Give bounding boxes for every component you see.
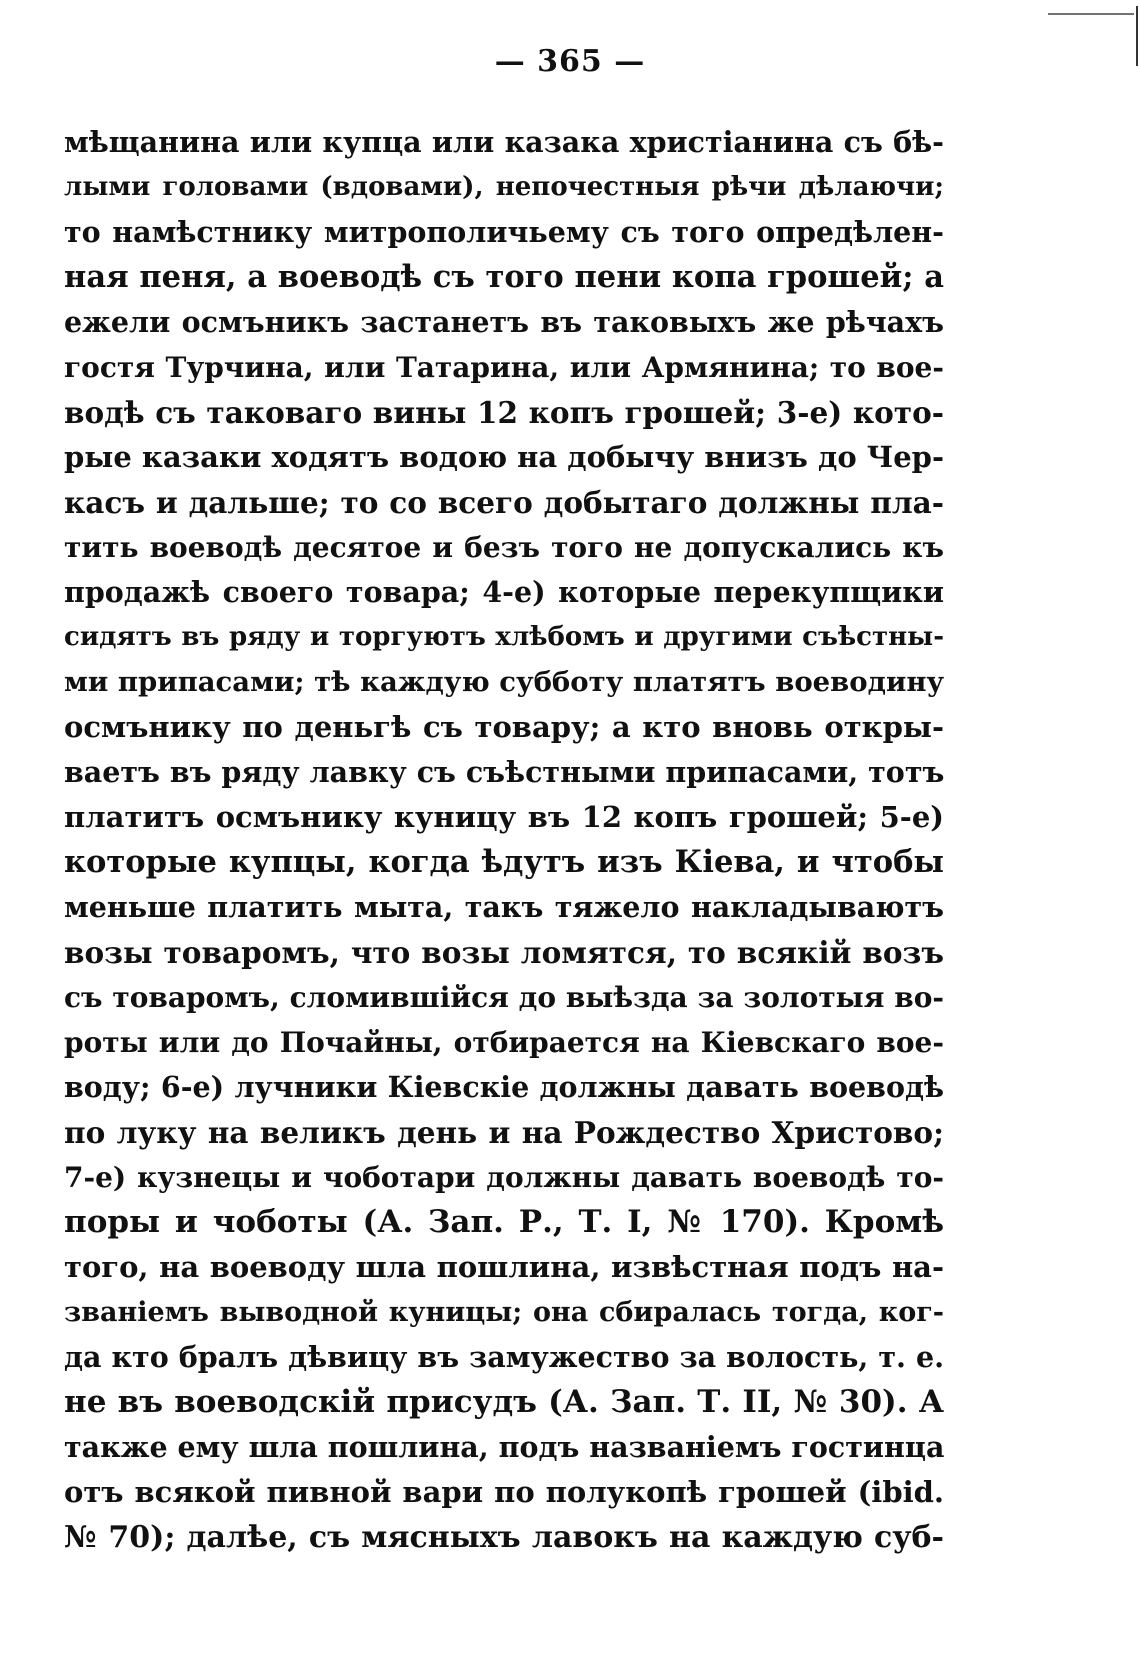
text-line: воду; 6-е) лучники Кіевскіе должны давать воеводѣ <box>64 1070 944 1104</box>
text-line: тить воеводѣ десятое и безъ того не допускались къ <box>64 531 944 564</box>
text-line: ная пеня, а воеводѣ съ того пени копа грошей; а <box>64 259 944 295</box>
text-line: ваетъ въ ряду лавку съ съѣстными припасами, тотъ <box>64 755 944 789</box>
text-line: ежели осмъникъ застанетъ въ таковыхъ же рѣчахъ <box>64 305 944 339</box>
text-line: 7-е) кузнецы и чоботари должны давать воеводѣ то- <box>64 1161 944 1194</box>
text-line: которые купцы, когда ѣдутъ изъ Кіева, и чтобы <box>64 844 944 880</box>
text-line: осмънику по деньгѣ съ товару; а кто вновь откры- <box>64 710 944 744</box>
text-line: съ товаромъ, сломившійся до выѣзда за золотыя во- <box>64 981 944 1014</box>
text-line: водѣ съ таковаго вины 12 копъ грошей; 3-е) кото- <box>64 395 944 430</box>
text-line: гостя Турчина, или Татарина, или Армянина; то вое- <box>64 351 944 384</box>
text-line: платитъ осмънику куницу въ 12 копъ грошей; 5-е) <box>64 800 944 834</box>
text-line: да кто бралъ дѣвицу въ замужество за волость, т. е. <box>64 1340 944 1374</box>
text-line: сидятъ въ ряду и торгуютъ хлѣбомъ и другими съѣстны- <box>64 622 944 652</box>
text-line: роты или до Почайны, отбирается на Кіевскаго вое- <box>64 1026 944 1059</box>
text-line: меньше платить мыта, такъ тяжело накладываютъ <box>64 890 944 924</box>
page-number: — 365 — <box>494 44 646 79</box>
text-line: лыми головами (вдовами), непочестныя рѣчи дѣлаючи; <box>64 172 944 202</box>
text-line: поры и чоботы (А. Зап. Р., Т. I, № 170). Кромѣ <box>64 1204 944 1240</box>
text-line: также ему шла пошлина, подъ названіемъ гостинца <box>64 1430 944 1464</box>
text-line: отъ всякой пивной вари по полукопѣ грошей (ibid. <box>64 1475 944 1509</box>
body-text <box>64 120 944 1560</box>
text-line: касъ и дальше; то со всего добытаго должны пла- <box>64 485 944 520</box>
text-line: рые казаки ходятъ водою на добычу внизъ до Чер- <box>64 440 944 474</box>
text-line: № 70); далѣе, съ мясныхъ лавокъ на каждую суб- <box>64 1520 944 1555</box>
text-line: того, на воеводу шла пошлина, извѣстная подъ на- <box>64 1250 944 1284</box>
text-line: ми припасами; тѣ каждую субботу платятъ воеводину <box>64 666 944 698</box>
text-line: не въ воеводскій присудъ (А. Зап. Т. II, № 30). А <box>64 1384 944 1420</box>
text-line: званіемъ выводной куницы; она сбиралась тогда, ког- <box>64 1297 944 1328</box>
text-line: мѣщанина или купца или казака христіанина съ бѣ- <box>64 125 944 159</box>
text-line: по луку на великъ день и на Рождество Христово; <box>64 1115 944 1150</box>
text-line: то намѣстнику митрополичьему съ того опредѣлен- <box>64 215 944 249</box>
text-line: возы товаромъ, что возы ломятся, то всякій возъ <box>64 935 944 970</box>
text-line: продажѣ своего товара; 4-е) которые перекупщики <box>64 575 944 609</box>
